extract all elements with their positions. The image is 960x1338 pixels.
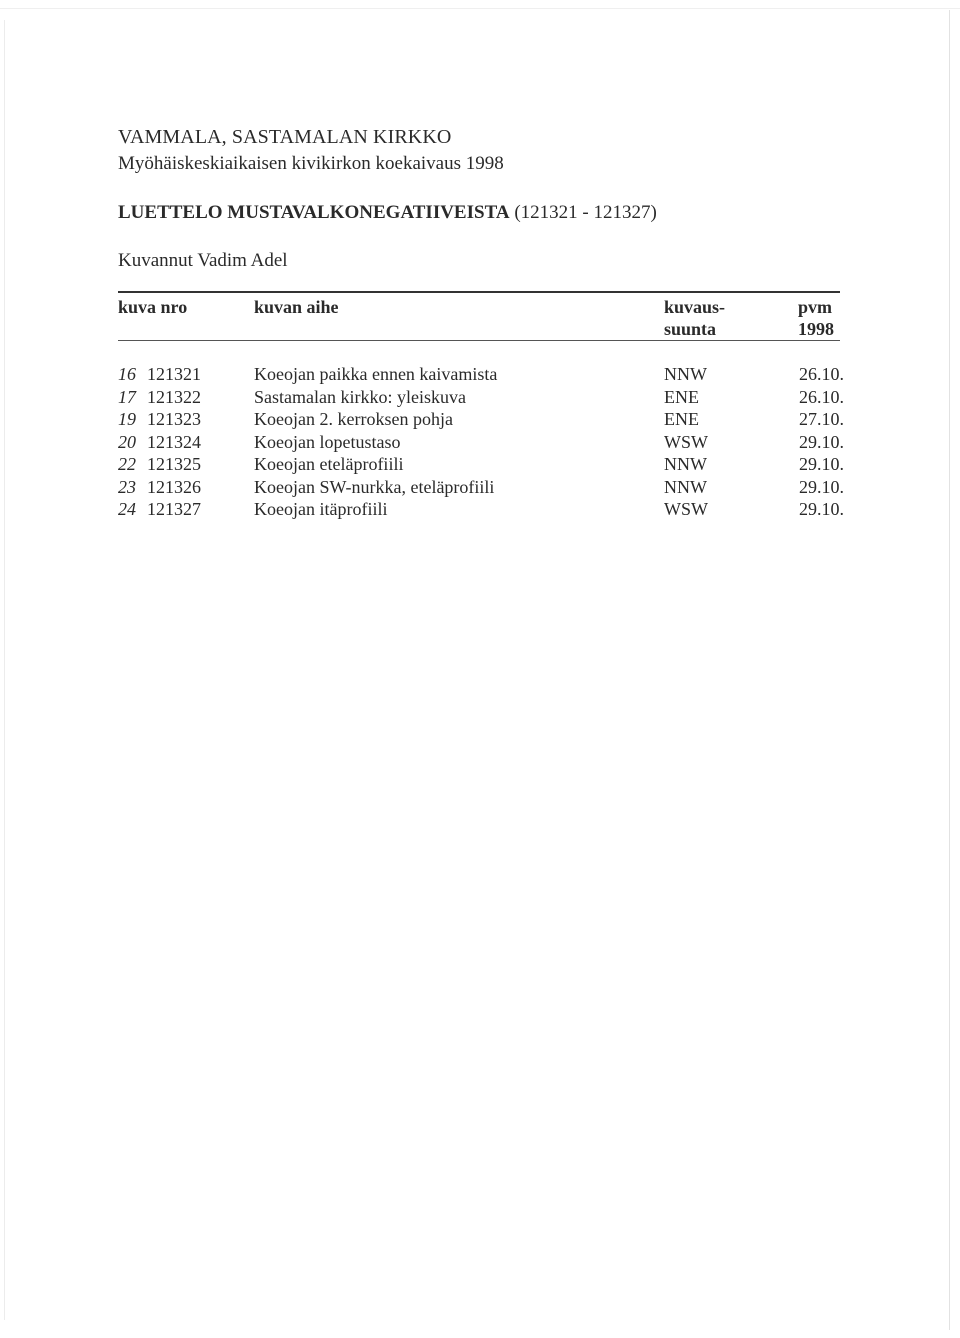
header-pvm: pvm (798, 297, 833, 317)
photo-date: 27.10. (799, 409, 844, 429)
photo-direction: NNW (664, 454, 707, 474)
row-index: 16 (118, 364, 136, 384)
page-edge (4, 20, 5, 1320)
header-kuvan-aihe: kuvan aihe (254, 297, 339, 317)
site-title: VAMMALA, SASTAMALAN KIRKKO (118, 126, 452, 148)
table-row (0, 364, 960, 387)
header-kuvaussuunta-line2: suunta (664, 319, 717, 339)
photo-date: 26.10. (799, 364, 844, 384)
negative-number: 121324 (147, 431, 201, 452)
photo-direction: NNW (664, 476, 707, 497)
photo-subject: Koeojan 2. kerroksen pohja (254, 409, 453, 429)
header-kuva-nro: kuva nro (118, 297, 188, 317)
photo-subject: Sastamalan kirkko: yleiskuva (254, 386, 466, 407)
page-edge (0, 8, 960, 9)
header-pvm-year: 1998 (798, 319, 834, 339)
negative-list (0, 364, 960, 522)
table-row (0, 454, 960, 477)
page-edge (949, 10, 950, 1330)
row-index: 19 (118, 409, 136, 429)
photo-date: 26.10. (799, 386, 844, 407)
row-index: 24 (118, 499, 136, 519)
row-index: 22 (118, 454, 136, 474)
table-row (0, 409, 960, 432)
row-index: 23 (118, 476, 136, 497)
photographer-line: Kuvannut Vadim Adel (118, 250, 288, 271)
negative-number: 121327 (147, 499, 201, 519)
list-title-bold: LUETTELO MUSTAVALKONEGATIIVEISTA (118, 202, 510, 223)
table-top-rule (118, 291, 840, 293)
photo-date: 29.10. (799, 499, 844, 519)
table-header-rule (118, 340, 840, 341)
negative-number: 121321 (147, 364, 201, 384)
photo-direction: NNW (664, 364, 707, 384)
photo-subject: Koeojan paikka ennen kaivamista (254, 364, 498, 384)
photo-subject: Koeojan itäprofiili (254, 499, 388, 519)
photo-direction: ENE (664, 409, 699, 429)
row-index: 17 (118, 386, 136, 407)
table-row (0, 477, 960, 500)
photo-date: 29.10. (799, 431, 844, 452)
list-title (118, 202, 657, 224)
table-row (0, 499, 960, 522)
negative-number: 121326 (147, 476, 201, 497)
list-range: (121321 - 121327) (509, 202, 657, 223)
negative-number: 121322 (147, 386, 201, 407)
photo-date: 29.10. (799, 454, 844, 474)
project-subtitle: Myöhäiskeskiaikaisen kivikirkon koekaivaus 1998 (118, 153, 504, 174)
photo-date: 29.10. (799, 476, 844, 497)
photo-direction: ENE (664, 386, 699, 407)
table-row (0, 432, 960, 455)
negative-number: 121325 (147, 454, 201, 474)
header-kuvaussuunta-line1: kuvaus- (664, 297, 726, 317)
negative-number: 121323 (147, 409, 201, 429)
photo-subject: Koeojan lopetustaso (254, 431, 401, 452)
photo-subject: Koeojan eteläprofiili (254, 454, 404, 474)
row-index: 20 (118, 431, 136, 452)
table-row (0, 387, 960, 410)
photo-direction: WSW (664, 499, 708, 519)
photo-subject: Koeojan SW-nurkka, eteläprofiili (254, 476, 495, 497)
photo-direction: WSW (664, 431, 708, 452)
